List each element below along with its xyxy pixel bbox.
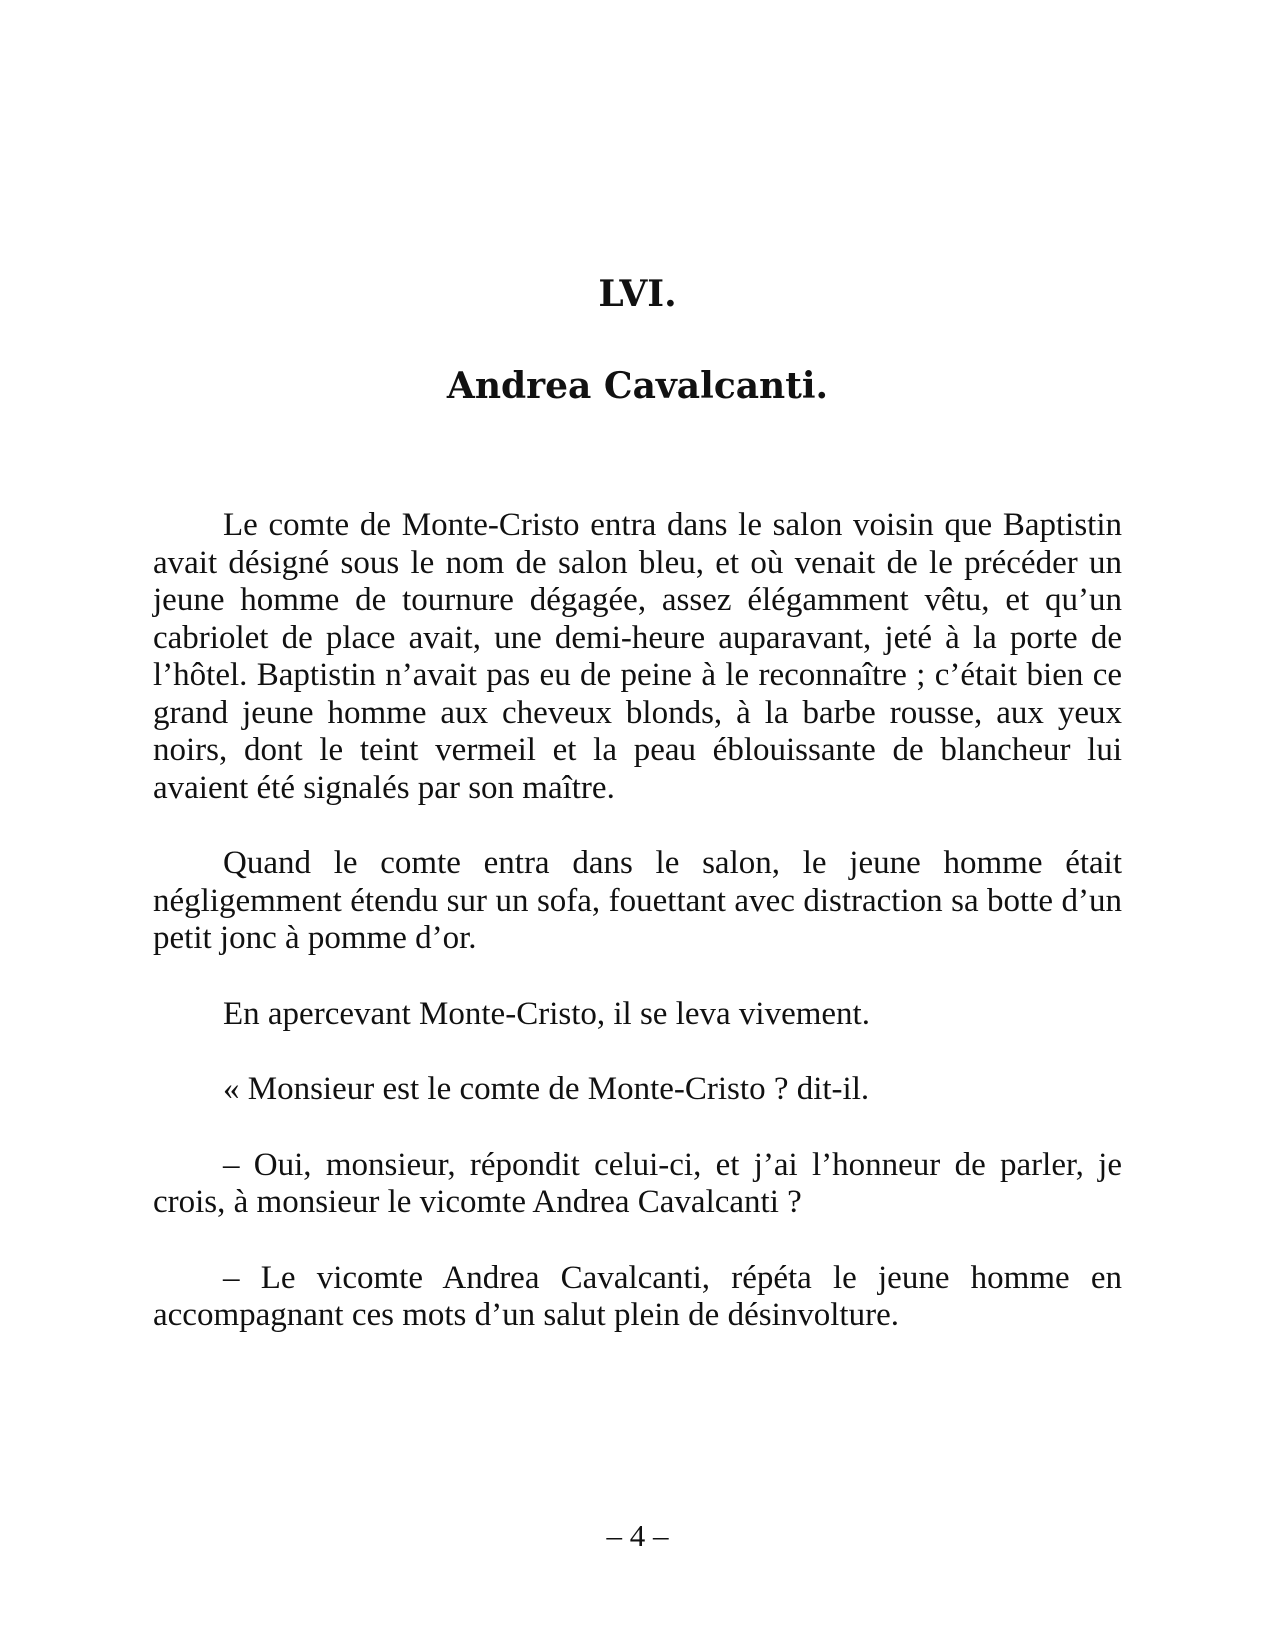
paragraph: – Le vicomte Andrea Cavalcanti, répéta le jeune homme en accompagnant ces mots d’un salut plein de désinvolture. (153, 1259, 1122, 1333)
chapter-number: LVI. (598, 273, 677, 315)
page-number: – 4 – (606, 1518, 669, 1553)
paragraph: – Oui, monsieur, répondit celui-ci, et j’ai l’honneur de parler, je crois, à monsieur le vicomte Andrea Cavalcanti ? (153, 1146, 1122, 1220)
paragraph: Quand le comte entra dans le salon, le jeune homme était négligemment étendu sur un sofa, fouettant avec distraction sa botte d’un petit jonc à pomme d’or. (153, 845, 1122, 956)
paragraph: « Monsieur est le comte de Monte-Cristo ? dit-il. (223, 1071, 870, 1107)
paragraph: En apercevant Monte-Cristo, il se leva vivement. (223, 995, 870, 1032)
chapter-body (153, 507, 1122, 1373)
chapter-title: Andrea Cavalcanti. (446, 365, 829, 407)
paragraph: Le comte de Monte-Cristo entra dans le salon voisin que Baptistin avait désigné sous le nom de salon bleu, et où venait de le précéder un jeune homme de tournure dégagée, assez élégamment vêtu, et qu’un cabriolet de place avait, une demi-heure auparavant, jeté à la porte de l’hôtel. Baptistin n’avait pas eu de peine à le reconnaître ; c’était bien ce grand jeune homme aux cheveux blonds, à la barbe rousse, aux yeux noirs, dont le teint vermeil et la peau éblouissante de blancheur lui avaient été signalés par son maître. (153, 507, 1122, 806)
